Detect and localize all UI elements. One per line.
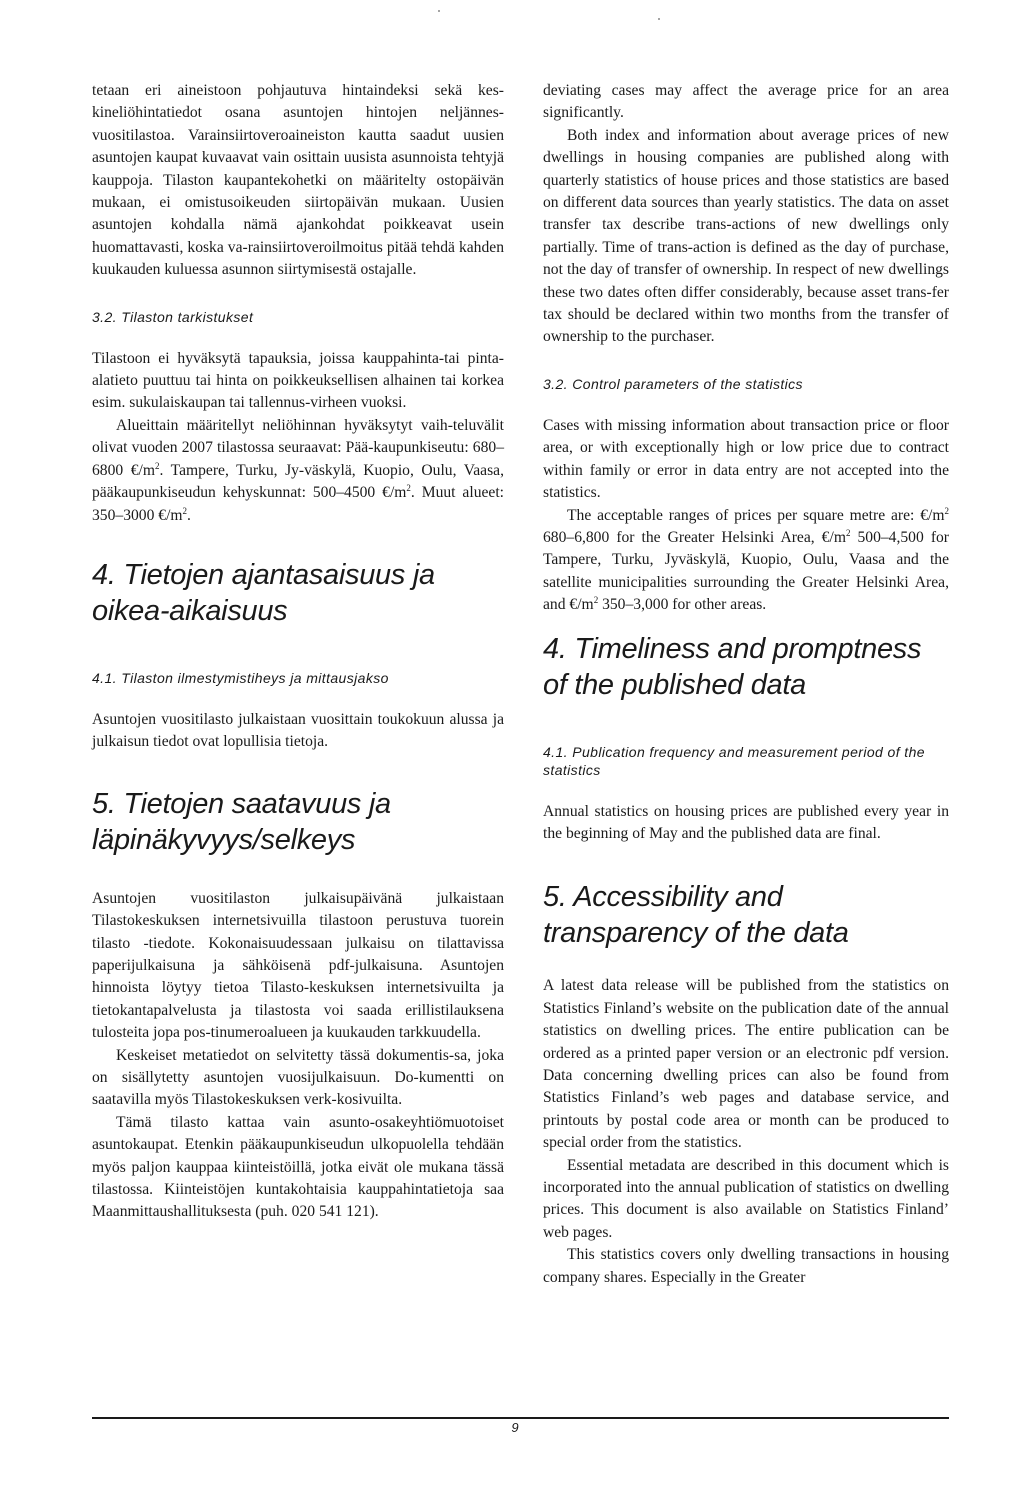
page-number: 9 <box>511 1420 519 1435</box>
left-column-finnish <box>92 80 504 1224</box>
right-paragraph-5: Annual statistics on housing prices are published every year in the beginning of May and the published data are final. <box>543 802 949 842</box>
right-paragraph-4: The acceptable ranges of prices per square metre are: $€/m^2$ 680–6,800 for the Greater Helsinki Area, $€/m^2$ 500–4,500 for Tampere, Turku, Jyväskylä, Kuopio, Oulu, Vaasa and the satellite municipalities surrounding the Greater Helsinki Area, and $€/m^2$ 350–3,000 for other areas. <box>543 505 949 614</box>
left-heading-4-1: 4.1. Tilaston ilmestymistiheys ja mittausjakso <box>92 669 389 686</box>
left-paragraph-7: Tämä tilasto kattaa vain asunto-osakeyhtiömuotoiset asuntokaupat. Etenkin pääkaupunkiseudun ulkopuolella tehdään myös paljon kauppaa kiinteistöillä, jotka eivät ole mukana tässä tilastossa. Kiinteistöjen kuntakohtaisia kauppahintatietoja saa Maanmittaushallituksesta (puh. 020 541 121). <box>92 1113 504 1221</box>
right-heading-4: 4. Timeliness and promptness of the published data <box>543 632 922 701</box>
right-paragraph-2: Both index and information about average prices of new dwellings in housing companies are published along with quarterly statistics of house prices and those statistics are based on different data sources than yearly statistics. The data on asset transfer tax describe trans-actions of new dwellings only partially. Time of trans-action is defined as the day of purchase, not the day of transfer of ownership. In respect of new dwellings these two dates often differ considerably, because asset trans-fer tax should be declared within two months from the transfer of ownership to the purchaser. <box>543 126 949 346</box>
left-paragraph-4: Asuntojen vuositilasto julkaistaan vuosittain toukokuun alussa ja julkaisun tiedot ovat lopullisia tietoja. <box>92 710 504 751</box>
scan-speck <box>658 18 660 20</box>
right-column-english <box>543 80 949 1289</box>
scan-speck <box>438 10 440 12</box>
left-paragraph-3: Alueittain määritellyt neliöhinnan hyväksytyt vaih-teluvälit olivat vuoden 2007 tilastossa seuraavat: Pää-kaupunkiseutu: 680–6800 $€/m^2$. Tampere, Turku, Jy-väskylä, Kuopio, Oulu, Vaasa, pääkaupunkiseudun kehyskunnat: 500–4500 $€/m^2$. Muut alueet: 350–3000 $€/m^2$. <box>92 416 504 524</box>
right-paragraph-1: deviating cases may affect the average price for an area significantly. <box>543 82 949 122</box>
right-paragraph-7: Essential metadata are described in this document which is incorporated into the annual publication of statistics on dwelling prices. This document is also available on Statistics Finland’ web pages. <box>543 1156 949 1241</box>
left-paragraph-6: Keskeiset metatiedot on selvitetty tässä dokumentis-sa, joka on sisällytetty asuntojen vuosijulkaisuun. Do-kumentti on saatavilla myös Tilastokeskuksen verk-kosivuilta. <box>92 1046 504 1109</box>
left-paragraph-2: Tilastoon ei hyväksytä tapauksia, joissa kauppahinta-tai pinta-alatieto puuttuu tai hinta on poikkeuksellisen alhainen tai korkea esim. sukulaiskaupan tai tallennus-virheen vuoksi. <box>92 349 504 412</box>
right-paragraph-8: This statistics covers only dwelling transactions in housing company shares. Especially in the Greater <box>543 1246 949 1286</box>
footer-divider <box>92 1417 949 1419</box>
right-paragraph-3: Cases with missing information about transaction price or floor area, or with exceptionally high or low price due to contract within family or error in data entry are not accepted into the statistics. <box>543 416 949 502</box>
left-paragraph-1: tetaan eri aineistoon pohjautuva hintaindeksi sekä kes-kineliöhintatiedot osana asuntojen hintojen neljännes-vuositilastoa. Varainsiirtoveroaineiston kautta saadut uusien asuntojen kaupat kuvaavat vain osittain uusista asunnoista tehtyjä kauppoja. Tilaston kaupantekohetki on määritelty ostopäivän mukaan, ei omistusoikeuden siirtopäivän mukaan. Uusien asuntojen kohdalla nämä ajankohdat poikkeavat usein huomattavasti, koska va-rainsiirtoveroilmoitus pitää tehdä kahden kuukauden kuluessa asunnon siirtymisestä ostajalle. <box>92 82 504 279</box>
right-heading-5: 5. Accessibility and transparency of the data <box>543 881 849 950</box>
right-paragraph-6: A latest data release will be published from the statistics on Statistics Finland’s website on the publication date of the annual statistics on dwelling prices. The entire publication can be ordered as a printed paper version or an electronic pdf version. Data concerning dwelling prices can also be found from Statistics Finland’s web pages and database service, and printouts by postal code area or month can be produced to special order from the statistics. <box>543 977 949 1152</box>
right-heading-3-2: 3.2. Control parameters of the statistics <box>543 375 803 392</box>
right-heading-4-1: 4.1. Publication frequency and measurement period of the statistics <box>543 743 925 778</box>
left-paragraph-5: Asuntojen vuositilaston julkaisupäivänä julkaistaan Tilastokeskuksen internetsivuilla tilastoon perustuva tuorein tilasto -tiedote. Kokonaisuudessaan julkaisu on tilattavissa paperijulkaisuna ja sähköisenä pdf-julkaisuna. Asuntojen hinnoista löytyy tietoa Tilasto-keskuksen internetsivuilta ja tietokantapalvelusta ja tilastosta voi saada erillistilauksena tulosteita jopa pos-tinumeroalueen ja kuukauden tarkkuudella. <box>92 889 504 1042</box>
left-heading-4: 4. Tietojen ajantasaisuus ja oikea-aikaisuus <box>92 558 435 627</box>
left-heading-3-2: 3.2. Tilaston tarkistukset <box>92 308 254 325</box>
left-heading-5: 5. Tietojen saatavuus ja läpinäkyvyys/selkeys <box>92 787 391 856</box>
